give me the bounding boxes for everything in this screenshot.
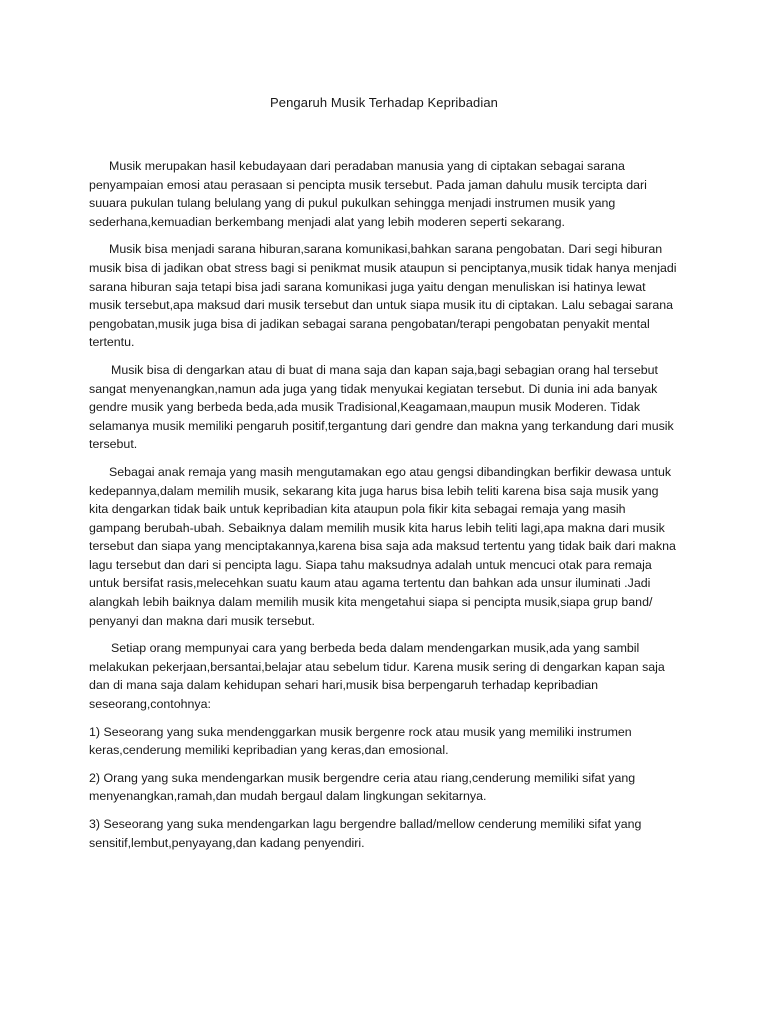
paragraph-5: Setiap orang mempunyai cara yang berbeda beda dalam mendengarkan musik,ada yang sambil melakukan pekerjaan,bersantai,belajar atau sebelum tidur. Karena musik sering di dengarkan kapan saja dan di mana saja dalam kehidupan sehari hari,musik bisa berpengaruh terhadap kepribadian seseorang,contohnya:: [89, 641, 665, 712]
paragraph-1: Musik merupakan hasil kebudayaan dari peradaban manusia yang di ciptakan sebagai sarana penyampaian emosi atau perasaan si pencipta musik tersebut. Pada jaman dahulu musik tercipta dari suuara pukulan tulang belulang yang di pukul pukulkan sehingga menjadi instrumen musik yang sederhana,kemuadian berkembang menjadi alat yang lebih moderen seperti sekarang.: [89, 159, 647, 229]
document-title: Pengaruh Musik Terhadap Kepribadian: [269, 95, 499, 110]
paragraph-3: Musik bisa di dengarkan atau di buat di mana saja dan kapan saja,bagi sebagian orang hal tersebut sangat menyenangkan,namun ada juga yang tidak menyukai kegiatan tersebut. Di dunia ini ada banyak gendre musik yang berbeda beda,ada musik Tradisional,Keagamaan,maupun musik Moderen. Tidak selamanya musik memiliki pengaruh positif,tergantung dari gendre dan makna yang terkandung dari musik tersebut.: [89, 362, 674, 452]
paragraph-2: Musik bisa menjadi sarana hiburan,sarana komunikasi,bahkan sarana pengobatan. Dari segi hiburan musik bisa di jadikan obat stress bagi si penikmat musik ataupun si penciptanya,musik tidak hanya menjadi sarana hiburan saja tetapi bisa jadi sarana komunikasi juga yaitu dengan menuliskan isi hatinya lewat musik tersebut,apa maksud dari musik tersebut dan untuk siapa musik itu di ciptakan. Lalu sebagai sarana pengobatan,musik juga bisa di jadikan sebagai sarana pengobatan/terapi pengobatan penyakit mental tertentu.: [89, 242, 677, 350]
document-body: [89, 157, 679, 861]
paragraph-4: Sebagai anak remaja yang masih mengutamakan ego atau gengsi dibandingkan berfikir dewasa untuk kedepannya,dalam memilih musik, sekarang kita juga harus bisa lebih teliti karena bisa saja musik yang kita dengarkan tidak baik untuk kepribadian kita ataupun pola fikir kita sebagai remaja yang masih gampang berubah-ubah. Sebaiknya dalam memilih musik kita harus lebih teliti lagi,apa makna dari musik tersebut dan siapa yang menciptakannya,karena bisa saja ada maksud tertentu yang tidak baik dari makna lagu tersebut dan dari si pencipta lagu. Siapa tahu maksudnya adalah untuk mencuci otak para remaja untuk bersifat rasis,melecehkan suatu kaum atau agama tertentu dan bahkan ada unsur iluminati .Jadi alangkah lebih baiknya dalam memilih musik kita mengetahui siapa si pencipta musik,siapa grup band/ penyanyi dan makna dari musik tersebut.: [89, 464, 676, 628]
list-item-2: 2) Orang yang suka mendengarkan musik bergendre ceria atau riang,cenderung memiliki sifat yang menyenangkan,ramah,dan mudah bergaul dalam lingkungan sekitarnya.: [89, 770, 636, 804]
list-item-3: 3) Seseorang yang suka mendengarkan lagu bergendre ballad/mellow cenderung memiliki sifat yang sensitif,lembut,penyayang,dan kadang penyendiri.: [89, 817, 642, 850]
list-item-1: 1) Seseorang yang suka mendenggarkan musik bergenre rock atau musik yang memiliki instrumen keras,cenderung memiliki kepribadian yang keras,dan emosional.: [89, 724, 632, 758]
